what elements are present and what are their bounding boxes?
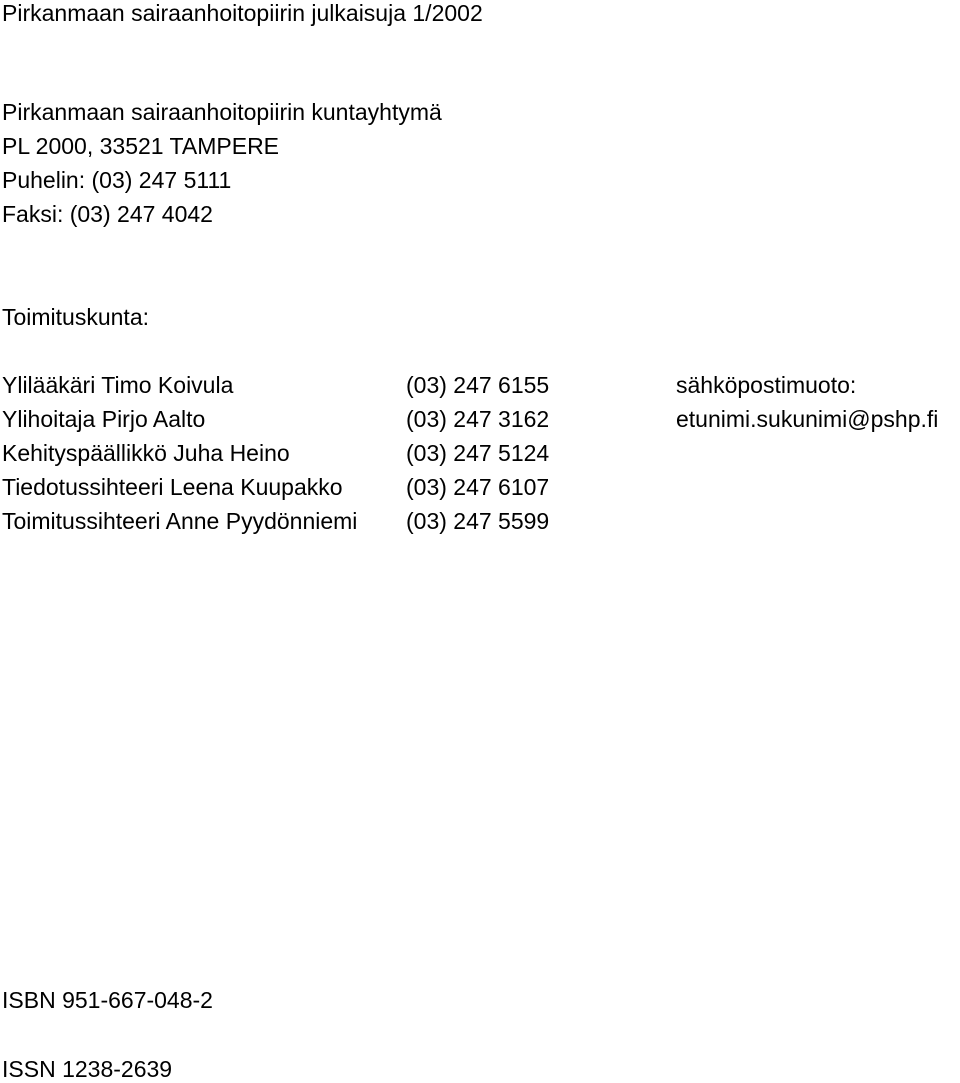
email-format-label: sähköpostimuoto: [676, 372, 857, 398]
member-phone: (03) 247 6155 [406, 372, 550, 398]
organization-address: PL 2000, 33521 TAMPERE [2, 133, 280, 159]
member-phone: (03) 247 5124 [406, 440, 550, 466]
member-name: Kehityspäällikkö Juha Heino [2, 440, 290, 466]
email-format: etunimi.sukunimi@pshp.fi [676, 406, 939, 432]
series-title: Pirkanmaan sairaanhoitopiirin julkaisuja 1/2002 [2, 0, 483, 26]
member-phone: (03) 247 6107 [406, 474, 550, 500]
organization-name: Pirkanmaan sairaanhoitopiirin kuntayhtymä [2, 99, 442, 125]
member-phone: (03) 247 3162 [406, 406, 550, 432]
organization-fax: Faksi: (03) 247 4042 [2, 201, 213, 227]
isbn: ISBN 951-667-048-2 [2, 987, 213, 1013]
member-phone: (03) 247 5599 [406, 508, 550, 534]
member-name: Ylihoitaja Pirjo Aalto [2, 406, 206, 432]
member-name: Tiedotussihteeri Leena Kuupakko [2, 474, 343, 500]
organization-phone: Puhelin: (03) 247 5111 [2, 167, 232, 193]
member-name: Ylilääkäri Timo Koivula [2, 372, 234, 398]
issn: ISSN 1238-2639 [2, 1056, 173, 1082]
editorial-board-heading: Toimituskunta: [2, 304, 150, 330]
member-name: Toimitussihteeri Anne Pyydönniemi [2, 508, 358, 534]
